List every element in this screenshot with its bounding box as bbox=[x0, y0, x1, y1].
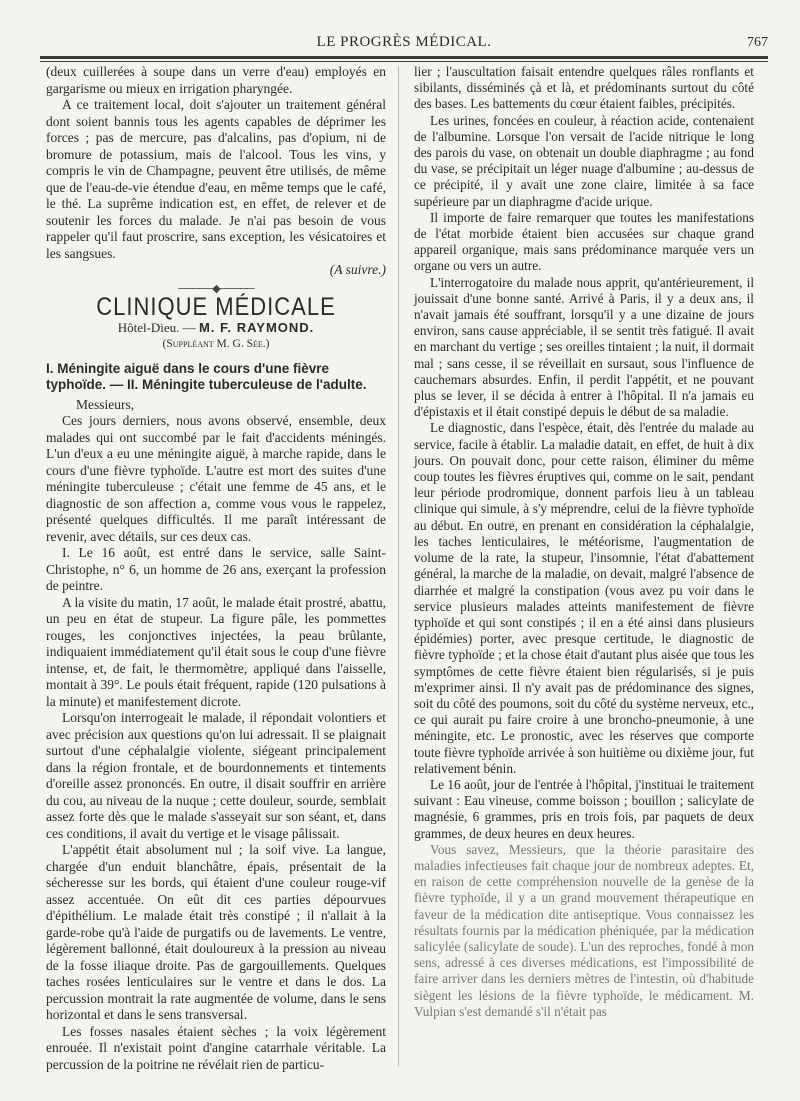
paragraph: Lorsqu'on interrogeait le malade, il répondait volontiers et avec précision aux questions qu'on lui adressait. Il se plaignait surtout d'une céphalalgie violente, siégeant principalement dans la région frontale, et de bourdonnements et tintements d'oreille assez prononcés. En outre, il disait souffrir en arrière du cou, au niveau de la nuque ; cette douleur, sourde, semblait assez forte dès que le malade s'asseyait sur son séant, et, dans ces conditions, il avait du vertige et le visage pâlissait. bbox=[46, 710, 386, 841]
left-column bbox=[46, 64, 386, 1073]
salutation: Messieurs, bbox=[76, 396, 135, 412]
section-title: CLINIQUE MÉDICALE bbox=[96, 292, 336, 321]
column-divider bbox=[398, 66, 399, 1066]
paragraph: A la visite du matin, 17 août, le malade était prostré, abattu, un peu en état de stupeur. La figure pâle, les pommettes rouges, les conjonctives injectées, la peau brûlante, indiquaient immédiatement qu'il était sous le coup d'une fièvre intense, et, de fait, le thermomètre, appliqué dans l'aisselle, montait à 39°. Le pouls était fréquent, rapide (120 pulsations à la minute) et manifestement dicrote. bbox=[46, 594, 386, 709]
paragraph: L'appétit était absolument nul ; la soif vive. La langue, chargée d'un enduit blanchâtre, épais, présentait de la sécheresse sur les bords, qui étaient d'une couleur rouge-vif assez accentuée. On eût dit ces parties dépourvues d'épithélium. Le malade était très constipé ; il n'allait à la garde-robe qu'à l'aide de purgatifs ou de lavements. Le ventre, légèrement ballonné, était douloureux à la pression au niveau de la fosse iliaque droite. Pas de gargouillements. Quelques taches rosées lenticulaires sur le ventre et dans le dos. La percussion montrait la rate augmentée de volume, dans le sens horizontal et dans le sens transversal. bbox=[46, 842, 386, 1022]
paragraph: Le 16 août, jour de l'entrée à l'hôpital, j'instituai le traitement suivant : Eau vineuse, comme boisson ; bouillon ; salicylate de magnésie, 6 grammes, pris en trois fois, par paquets de deux grammes, de deux heures en deux heures. bbox=[414, 776, 754, 841]
paragraph: A ce traitement local, doit s'ajouter un traitement général dont soient bannis tous les agents capables de déprimer les forces ; pas de mercure, pas d'alcalins, pas d'opium, ni de bromure de potassium, mais de l'alcool. Tous les vins, y compris le vin de Champagne, peuvent être utilisés, de même que de l'eau-de-vie étendue d'eau, en même temps que le café, le thé. La suprême indication est, en effet, de relever et de soutenir les forces du malade. Je n'ai pas besoin de vous rappeler qu'il faut proscrire, sans exception, les vésicatoires et les sangsues. bbox=[46, 97, 386, 261]
doctor-name: M. F. RAYMOND. bbox=[198, 319, 315, 335]
hospital-line bbox=[46, 320, 386, 337]
running-title: LE PROGRÈS MÉDICAL. bbox=[316, 34, 492, 50]
paragraph: Les fosses nasales étaient sèches ; la voix légèrement enrouée. Il n'existait point d'angine catarrhale véritable. La percussion de la poitrine ne révélait rien de particu- bbox=[46, 1023, 386, 1072]
header-rule-thin bbox=[40, 61, 768, 62]
paragraph: Vous savez, Messieurs, que la théorie parasitaire des maladies infectieuses fait chaque jour de nombreux adeptes. Et, en raison de cette compréhension nouvelle de la genèse de la fièvre typhoïde, il y a un grand mouvement thérapeutique en faveur de la médication dite antiseptique. Vous connaissez les résultats fournis par la médication phéniquée, par la médication salicylée (salicylate de soude). L'un des reproches, fondé à mon sens, adressé à ces diverses médications, est l'impossibilité de faire arriver dans les derniers mètres de l'intestin, où d'habitude siègent les lésions de la fièvre typhoïde, le médicament. M. Vulpian s'est demandé s'il n'était pas bbox=[414, 841, 754, 1019]
paragraph: I. Le 16 août, est entré dans le service, salle Saint-Christophe, n° 6, un homme de 26 ans, exerçant la profession de peintre. bbox=[46, 545, 386, 593]
page-number: 767 bbox=[747, 35, 768, 50]
header-rule-thick bbox=[40, 56, 768, 59]
page-header bbox=[40, 34, 768, 54]
suppleant-line: (Suppléant M. G. Sée.) bbox=[162, 338, 270, 350]
paragraph: lier ; l'auscultation faisait entendre quelques râles ronflants et sibilants, disséminés çà et là, et prédominants surtout du côté des bases. Les battements du cœur étaient faibles, précipités. bbox=[414, 64, 754, 112]
paragraph: Ces jours derniers, nous avons observé, ensemble, deux malades qui ont succombé par le fait d'accidents méningés. L'un d'eux a eu une méningite aiguë, à marche rapide, dans le cours d'une fièvre typhoïde. L'autre est mort des suites d'une méningite tuberculeuse ; c'était une femme de 45 ans, et le diagnostic de son affection a, comme vous vous le rappelez, présenté quelques difficultés. Il me paraît intéressant de revenir, avec détails, sur ces deux cas. bbox=[46, 413, 386, 544]
paragraph: Les urines, foncées en couleur, à réaction acide, contenaient de l'albumine. Lorsque l'on versait de l'acide nitrique le long des parois du vase, on obtenait un double diaphragme ; au fond du vase, se précipitait un léger nuage d'albumine ; au-dessus de ce précipité, il y avait une zone claire, limitée à sa face supérieure par un diaphragme d'acide urique. bbox=[414, 112, 754, 209]
hospital-name: Hôtel-Dieu. — bbox=[117, 319, 196, 335]
lecture-title: I. Méningite aiguë dans le cours d'une fièvre typhoïde. — II. Méningite tuberculeuse de l'adulte. bbox=[46, 360, 367, 392]
to-be-continued: (A suivre.) bbox=[329, 262, 386, 277]
paragraph: L'interrogatoire du malade nous apprit, qu'antérieurement, il jouissait d'une bonne santé. Arrivé à Paris, il y a deux ans, il n'avait jamais été souffrant, lorsqu'il y a une dizaine de jours environ, sans cause appréciable, il se sentit très fatigué. Il avait en marchant du vertige ; ses oreilles tintaient ; la nuit, il dormait mal ; sans cesse, il se réveillait en sursaut, sous l'influence de cauchemars absurdes. Enfin, il perdit l'appétit, et ne pouvant plus se lever, il se décida à entrer à l'hôpital. Il n'a jamais eu d'épistaxis et il était constipé depuis le début de sa maladie. bbox=[414, 274, 754, 420]
paragraph: Il importe de faire remarquer que toutes les manifestations de l'état morbide étaient bien accusées sur chaque grand appareil organique, mais sans prédominance marquée vers un organe ou vers un autre. bbox=[414, 209, 754, 274]
paragraph: Le diagnostic, dans l'espèce, était, dès l'entrée du malade au service, facile à établir. La maladie datait, en effet, de huit à dix jours. On pouvait donc, pour cette raison, éliminer du même coup toutes les fièvres éruptives qui, comme on le sait, pendant leur période prodromique, donnent parfois lieu à un tableau clinique qui simule, à s'y méprendre, celui de la fièvre typhoïde au début. En outre, en prenant en considération la céphalalgie, les taches lenticulaires, le météorisme, l'augmentation de volume de la rate, la stupeur, l'insomnie, l'état d'abattement général, la marche de la maladie, on devait, malgré l'absence de diarrhée et malgré la constipation (vous avez pu voir dans le service plusieurs malades atteints manifestement de fièvre typhoïde et qui sont constipés ; il en a été ainsi dans plusieurs épidémies) porter, avec presque certitude, le diagnostic de fièvre typhoïde ; et la chose était d'autant plus aisée que tous les symptômes de cette fièvre étaient bien régularisés, si je puis m'exprimer ainsi. Il n'y avait pas de prédominance des signes, soit du côté des poumons, soit du côté du système nerveux, etc., ce qui aurait pu faire croire à une broncho-pneumonie, à une méningite, etc. Le pronostic, avec les réserves que comporte toute fièvre typhoïde arrivée à son huitième ou dixième jour, fut relativement bénin. bbox=[414, 420, 754, 776]
paragraph: (deux cuillerées à soupe dans un verre d'eau) employés en gargarisme ou mieux en irrigation pharyngée. bbox=[46, 64, 386, 96]
ornament-divider: ─────◆───── bbox=[178, 282, 254, 295]
right-column bbox=[414, 64, 754, 1020]
